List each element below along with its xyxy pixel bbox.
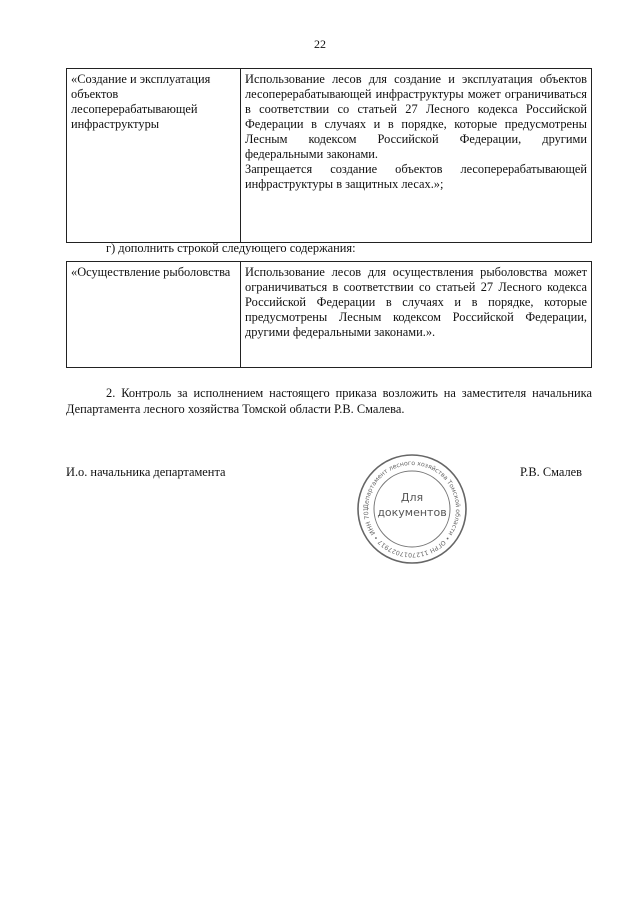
prohibition-paragraph: Запрещается создание объектов лесоперерабатывающей инфраструктуры в защитных лесах.»;	[245, 162, 587, 191]
table-forest-infrastructure	[66, 68, 592, 243]
table-cell-description	[241, 69, 592, 243]
stamp-ring-text: Департамент лесного хозяйства Томской области • ОГРН 1127017027917 • ИНН 701	[362, 459, 462, 559]
control-paragraph: 2. Контроль за исполнением настоящего приказа возложить на заместителя начальника Департамента лесного хозяйства Томской области Р.В. Смалева.	[66, 386, 592, 416]
signer-position: И.о. начальника департамента	[66, 465, 226, 479]
table-row	[67, 69, 592, 243]
table-cell-activity: «Осуществление рыболовства	[67, 262, 241, 368]
description-paragraph: Использование лесов для создание и эксплуатация объектов лесоперерабатывающей инфраструктуры может ограничиваться в соответствии со статьей 27 Лесного кодекса Российской Федерации в случаях и в порядке, которые предусмотрены Лесным кодексом Российской Федерации, другими федеральными законами.	[245, 72, 587, 161]
stamp-caption-line-1: Для	[400, 491, 424, 504]
amendment-line: г) дополнить строкой следующего содержания:	[106, 241, 356, 255]
table-cell-description: Использование лесов для осуществления рыболовства может ограничиваться в соответствии со статьей 27 Лесного кодекса Российской Федерации в случаях и в порядке, которые предусмотрены Лесным кодексом Российской Федерации, другими федеральными законами.».	[241, 262, 592, 368]
stamp-caption-line-2: документов	[377, 506, 447, 519]
table-fishing	[66, 261, 592, 368]
table-cell-activity: «Создание и эксплуатация объектов лесоперерабатывающей инфраструктуры	[67, 69, 241, 243]
official-stamp	[356, 453, 468, 565]
table-row	[67, 262, 592, 368]
signer-name: Р.В. Смалев	[519, 465, 582, 479]
page-number: 22	[314, 37, 326, 51]
